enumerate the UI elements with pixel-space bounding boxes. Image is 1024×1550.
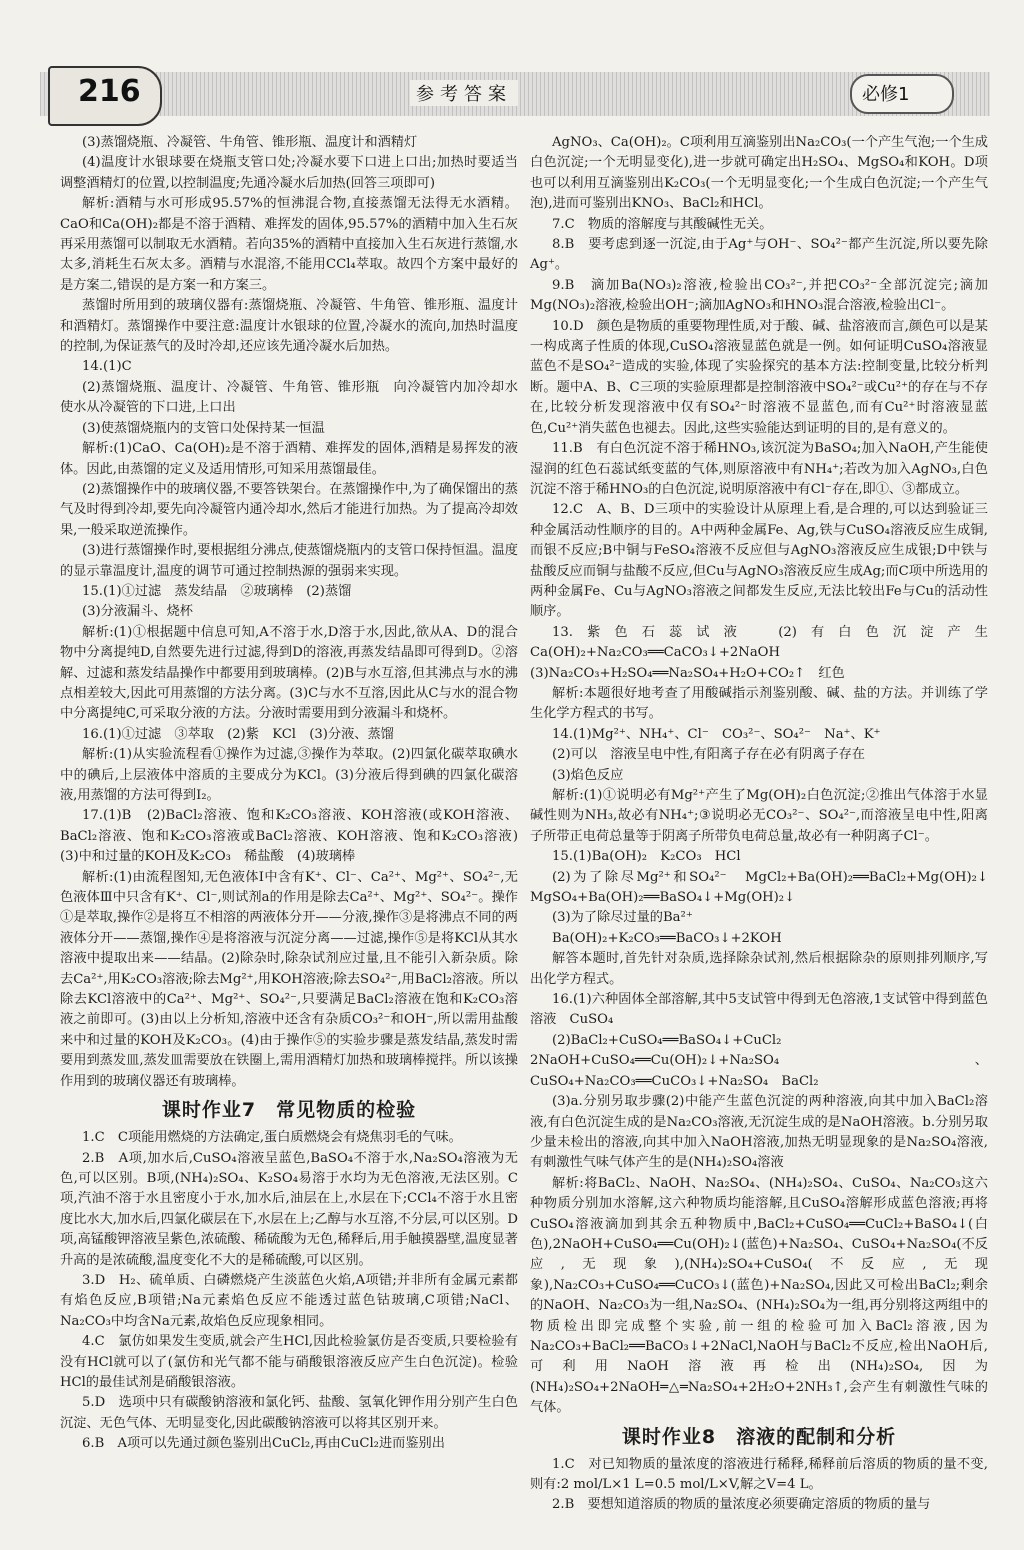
paragraph: 17.(1)B (2)BaCl₂溶液、饱和K₂CO₃溶液、KOH溶液(或KOH溶液、BaCl₂溶液、饱和K₂CO₃溶液或BaCl₂溶液、KOH溶液、饱和K₂CO₃溶液) (3)中和过量的KOH及K₂CO₃ 稀盐酸 (4)玻璃棒 (60, 808, 532, 865)
right-column (530, 133, 1002, 1516)
paragraph: 5.D 选项中只有碳酸钠溶液和氯化钙、盐酸、氢氧化钾作用分别产生白色沉淀、无色气体、无明显变化,因此碳酸钠溶液可以将其区别开来。 (60, 1395, 518, 1431)
paragraph: Ba(OH)₂+K₂CO₃══BaCO₃↓+2KOH (552, 930, 782, 946)
paragraph: (3)进行蒸馏操作时,要根据组分沸点,使蒸馏烧瓶内的支管口保持恒温。温度的显示靠温度计,温度的调节可通过控制热源的强弱来实现。 (60, 543, 518, 579)
paragraph: 2.B 要想知道溶质的物质的量浓度必须要确定溶质的物质的量与 (552, 1497, 931, 1513)
left-column (60, 133, 532, 1455)
paragraph: (3)蒸馏烧瓶、冷凝管、牛角管、锥形瓶、温度计和酒精灯 (82, 135, 418, 150)
paragraph: (2)BaCl₂+CuSO₄══BaSO₄↓+CuCl₂ 2NaOH+CuSO₄══Cu(OH)₂↓+Na₂SO₄、CuSO₄+Na₂CO₃══CuCO₃↓+Na₂SO₄ BaCl₂ (530, 1032, 988, 1089)
paragraph: 11.B 有白色沉淀不溶于稀HNO₃,该沉淀为BaSO₄;加入NaOH,产生能使湿润的红色石蕊试纸变蓝的气体,则原溶液中有NH₄⁺;若改为加入AgNO₃,白色沉淀不溶于稀HNO₃的白色沉淀,说明原溶液中有Cl⁻存在,即①、③都成立。 (530, 441, 988, 497)
paragraph: 解析:(1)CaO、Ca(OH)₂是不溶于酒精、难挥发的固体,酒精是易挥发的液体。因此,由蒸馏的定义及适用情形,可知采用蒸馏最佳。 (60, 441, 518, 477)
paragraph: (2)蒸馏烧瓶、温度计、冷凝管、牛角管、锥形瓶 向冷凝管内加冷却水 使水从冷凝管的下口进,上口出 (60, 379, 532, 416)
paragraph: (4)温度计水银球要在烧瓶支管口处;冷凝水要下口进上口出;加热时要适当调整酒精灯的位置,以控制温度;先通冷凝水后加热(回答三项即可) (60, 155, 518, 191)
paragraph: (2)可以 溶液呈电中性,有阳离子存在必有阴离子存在 (552, 747, 865, 763)
paragraph: 13.紫色石蕊试液 (2)有白色沉淀产生 Ca(OH)₂+Na₂CO₃══CaCO₃↓+2NaOH (3)Na₂CO₃+H₂SO₄══Na₂SO₄+H₂O+CO₂↑ 红色 (530, 624, 1002, 681)
page-number: 216 (78, 74, 141, 109)
paragraph: 15.(1)Ba(OH)₂ K₂CO₃ HCl (552, 849, 741, 865)
paragraph: (3)为了除尽过量的Ba²⁺ (552, 910, 693, 926)
paragraph: (3)焰色反应 (552, 767, 624, 783)
paragraph: AgNO₃、Ca(OH)₂。C项利用互滴鉴别出Na₂CO₃(一个产生气泡;一个生成白色沉淀;一个无明显变化),进一步就可确定出H₂SO₄、MgSO₄和KOH。D项也可以利用互滴鉴别出K₂CO₃(一个无明显变化;一个生成白色沉淀;一个产生气泡),进而可鉴别出KNO₃、BaCl₂和HCl。 (530, 135, 988, 212)
paragraph: 12.C A、B、D三项中的实验设计从原理上看,是合理的,可以达到验证三种金属活动性顺序的目的。A中两种金属Fe、Ag,铁与CuSO₄溶液反应生成铜,而银不反应;B中铜与FeSO₄溶液不反应但与AgNO₃溶液反应生成银;D中铁与盐酸反应而铜与盐酸不反应,但Cu与AgNO₃溶液反应生成Ag;而C项中所选用的两种金属Fe、Cu与AgNO₃溶液之间都发生反应,无法比较出Fe与Cu的活动性顺序。 (530, 502, 988, 620)
paragraph: 15.(1)①过滤 蒸发结晶 ②玻璃棒 (2)蒸馏 (82, 583, 352, 599)
paragraph: 解析:(1)由流程图知,无色液体Ⅰ中含有K⁺、Cl⁻、Ca²⁺、Mg²⁺、SO₄²⁻,无色液体Ⅲ中只含有K⁺、Cl⁻,则试剂a的作用是除去Ca²⁺、Mg²⁺、SO₄²⁻。操作①是萃取,操作②是将互不相溶的两液体分开——分液,操作③是将沸点不同的两液体分开——蒸馏,操作④是将溶液与沉淀分离——过滤,操作⑤是将KCl从其水溶液中提取出来——结晶。(2)除杂时,除杂试剂应过量,且不能引入新杂质。除去Ca²⁺,用K₂CO₃溶液;除去Mg²⁺,用KOH溶液;除去SO₄²⁻,用BaCl₂溶液。所以除去KCl溶液中的Ca²⁺、Mg²⁺、SO₄²⁻,只要满足BaCl₂溶液在饱和K₂CO₃溶液之前即可。(3)由以上分析知,溶液中还含有杂质CO₃²⁻和OH⁻,所以需用盐酸来中和过量的KOH及K₂CO₃。(4)由于操作⑤的实验步骤是蒸发结晶,蒸发时需要用到蒸发皿,蒸发皿需要放在铁圈上,需用酒精灯加热和玻璃棒搅拌。所以该操作用到的玻璃仪器还有玻璃棒。 (60, 869, 518, 1089)
paragraph: 解析:(1)从实验流程看①操作为过滤,③操作为萃取。(2)四氯化碳萃取碘水中的碘后,上层液体中溶质的主要成分为KCl。(3)分液后得到碘的四氯化碳溶液,用蒸馏的方法可得到I₂。 (60, 747, 518, 803)
paragraph: 9.B 滴加Ba(NO₃)₂溶液,检验出CO₃²⁻,并把CO₃²⁻全部沉淀完;滴加Mg(NO₃)₂溶液,检验出OH⁻;滴加AgNO₃和HNO₃混合溶液,检验出Cl⁻。 (530, 277, 988, 314)
paragraph: 14.(1)Mg²⁺、NH₄⁺、Cl⁻ CO₃²⁻、SO₄²⁻ Na⁺、K⁺ (552, 726, 881, 742)
paragraph: 1.C 对已知物质的量浓度的溶液进行稀释,稀释前后溶质的物质的量不变,则有:2 mol/L×1 L=0.5 mol/L×V,解之V=4 L。 (530, 1456, 988, 1492)
section7-paragraphs (60, 1128, 518, 1455)
page-header (0, 0, 1024, 130)
paragraph: 解析:将BaCl₂、NaOH、Na₂SO₄、(NH₄)₂SO₄、CuSO₄、Na₂CO₃这六种物质分别加水溶解,这六种物质均能溶解,且CuSO₄溶解形成蓝色溶液;再将CuSO₄溶液滴加到其余五种物质中,BaCl₂+CuSO₄══CuCl₂+BaSO₄↓(白色),2NaOH+CuSO₄══Cu(OH)₂↓(蓝色)+Na₂SO₄、CuSO₄+Na₂SO₄(不反应,无现象),(NH₄)₂SO₄+CuSO₄(不反应,无现象),Na₂CO₃+CuSO₄══CuCO₃↓(蓝色)+Na₂SO₄,因此又可检出BaCl₂;剩余的NaOH、Na₂CO₃为一组,Na₂SO₄、(NH₄)₂SO₄为一组,再分别将这两组中的物质检出即完成整个实验,前一组的检验可加入BaCl₂溶液,因为Na₂CO₃+BaCl₂══BaCO₃↓+2NaCl,NaOH与BaCl₂不反应,检出NaOH后,可利用NaOH溶液再检出(NH₄)₂SO₄,因为(NH₄)₂SO₄+2NaOH═△═Na₂SO₄+2H₂O+2NH₃↑,会产生有刺激性气味的气体。 (530, 1175, 988, 1416)
paragraph: 10.D 颜色是物质的重要物理性质,对于酸、碱、盐溶液而言,颜色可以是某一构成离子性质的体现,CuSO₄溶液显蓝色就是一例。如何证明CuSO₄溶液显蓝色不是SO₄²⁻造成的实验,体现了实验探究的基本方法:控制变量,比较分析判断。题中A、B、C三项的实验原理都是控制溶液中SO₄²⁻或Cu²⁺的存在与不存在,比较分析发现溶液中仅有SO₄²⁻时溶液不显蓝色,而有Cu²⁺时溶液显蓝色,Cu²⁺消失蓝色也褪去。因此,这些实验能达到证明的目的,是有意义的。 (530, 318, 988, 436)
paragraph: 4.C 氯仿如果发生变质,就会产生HCl,因此检验氯仿是否变质,只要检验有没有HCl就可以了(氯仿和光气都不能与硝酸银溶液反应产生白色沉淀)。检验HCl的最佳试剂是硝酸银溶液。 (60, 1334, 518, 1390)
paragraph: (2)蒸馏操作中的玻璃仪器,不要答铁架台。在蒸馏操作中,为了确保馏出的蒸气及时得到冷却,要先向冷凝管内通冷却水,然后才能进行加热。为了提高冷却效果,一般采取逆流操作。 (60, 481, 518, 538)
paragraph: (3)a.分别另取步骤(2)中能产生蓝色沉淀的两种溶液,向其中加入BaCl₂溶液,有白色沉淀生成的是Na₂CO₃溶液,无沉淀生成的是NaOH溶液。b.分别另取少量未检出的溶液,向其中加入NaOH溶液,加热无明显现象的是Na₂SO₄溶液,有刺激性气味气体产生的是(NH₄)₂SO₄溶液 (530, 1094, 988, 1171)
paragraph: 16.(1)六种固体全部溶解,其中5支试管中得到无色溶液,1支试管中得到蓝色溶液 CuSO₄ (530, 992, 988, 1028)
section8-paragraphs (530, 1455, 988, 1516)
left-paragraphs (60, 133, 532, 1092)
header-title: 参考答案 (410, 80, 518, 106)
paragraph: 3.D H₂、硫单质、白磷燃烧产生淡蓝色火焰,A项错;并非所有金属元素都有焰色反应,B项错;Na元素焰色反应不能透过蓝色钴玻璃,C项错;NaCl、Na₂CO₃中均含Na元素,故焰色反应现象相同。 (60, 1272, 518, 1329)
paragraph: 解析:(1)①说明必有Mg²⁺产生了Mg(OH)₂白色沉淀;②推出气体溶于水显碱性则为NH₃,故必有NH₄⁺;③说明必无CO₃²⁻、SO₄²⁻,而溶液呈电中性,阳离子所带正电荷总量等于阴离子所带负电荷总量,故必有一种阴离子Cl⁻。 (530, 788, 988, 844)
paragraph: 8.B 要考虑到逐一沉淀,由于Ag⁺与OH⁻、SO₄²⁻都产生沉淀,所以要先除Ag⁺。 (530, 237, 988, 273)
paragraph: 解析:酒精与水可形成95.57%的恒沸混合物,直接蒸馏无法得无水酒精。CaO和Ca(OH)₂都是不溶于酒精、难挥发的固体,95.57%的酒精中加入生石灰再采用蒸馏可以制取无水酒精。若向35%的酒精中直接加入生石灰进行蒸馏,水太多,消耗生石灰太多。酒精与水混溶,不能用CCl₄萃取。故四个方案中最好的是方案二,错误的是方案一和方案三。 (60, 196, 518, 293)
paragraph: 16.(1)①过滤 ③萃取 (2)紫 KCl (3)分液、蒸馏 (82, 726, 394, 742)
right-paragraphs (530, 133, 1002, 1419)
paragraph: 蒸馏时所用到的玻璃仪器有:蒸馏烧瓶、冷凝管、牛角管、锥形瓶、温度计和酒精灯。蒸馏操作中要注意:温度计水银球的位置,冷凝水的流向,加热时温度的控制,为保证蒸气的及时冷却,还应该先通冷凝水后加热。 (60, 298, 518, 355)
paragraph: 6.B A项可以先通过颜色鉴别出CuCl₂,再由CuCl₂进而鉴别出 (82, 1436, 445, 1452)
paragraph: 1.C C项能用燃烧的方法确定,蛋白质燃烧会有烧焦羽毛的气味。 (82, 1130, 462, 1146)
paragraph: 解析:(1)①根据题中信息可知,A不溶于水,D溶于水,因此,欲从A、D的混合物中分离提纯D,自然要先进行过滤,得到D的溶液,再蒸发结晶即可得到D。②溶解、过滤和蒸发结晶操作中都要用到玻璃棒。(2)B与水互溶,但其沸点与水的沸点相差较大,因此可用蒸馏的方法分离。(3)C与水不互溶,因此从C与水的混合物中分离提纯C,可采取分液的方法。分液时需要用到分液漏斗和烧杯。 (60, 624, 518, 722)
paragraph: (2)为了除尽Mg²⁺和SO₄²⁻ MgCl₂+Ba(OH)₂══BaCl₂+Mg(OH)₂↓ MgSO₄+Ba(OH)₂══BaSO₄↓+Mg(OH)₂↓ (530, 869, 1002, 906)
paragraph: 14.(1)C (82, 359, 132, 375)
paragraph: 7.C 物质的溶解度与其酸碱性无关。 (552, 216, 773, 232)
paragraph: 解答本题时,首先针对杂质,选择除杂试剂,然后根据除杂的原则排列顺序,写出化学方程式。 (530, 951, 988, 987)
subject-label: 必修1 (862, 84, 910, 105)
section8-title: 课时作业8 溶液的配制和分析 (621, 1425, 897, 1448)
paragraph: 解析:本题很好地考查了用酸碱指示剂鉴别酸、碱、盐的方法。并训练了学生化学方程式的书写。 (530, 685, 988, 722)
section7-title: 课时作业7 常见物质的检验 (161, 1099, 417, 1122)
paragraph: (3)使蒸馏烧瓶内的支管口处保持某一恒温 (82, 420, 325, 436)
paragraph: 2.B A项,加水后,CuSO₄溶液呈蓝色,BaSO₄不溶于水,Na₂SO₄溶液为无色,可以区别。B项,(NH₄)₂SO₄、K₂SO₄易溶于水均为无色溶液,无法区别。C项,汽油不溶于水且密度小于水,加水后,油层在上,水层在下;CCl₄不溶于水且密度比水大,加水后,四氯化碳层在下,水层在上;乙醇与水互溶,不分层,可以区别。D项,高锰酸钾溶液呈紫色,浓硫酸、稀硫酸为无色,稀释后,用手触摸器壁,温度显著升高的是浓硫酸,温度变化不大的是稀硫酸,可以区别。 (60, 1150, 518, 1268)
paragraph: (3)分液漏斗、烧杯 (82, 604, 193, 620)
